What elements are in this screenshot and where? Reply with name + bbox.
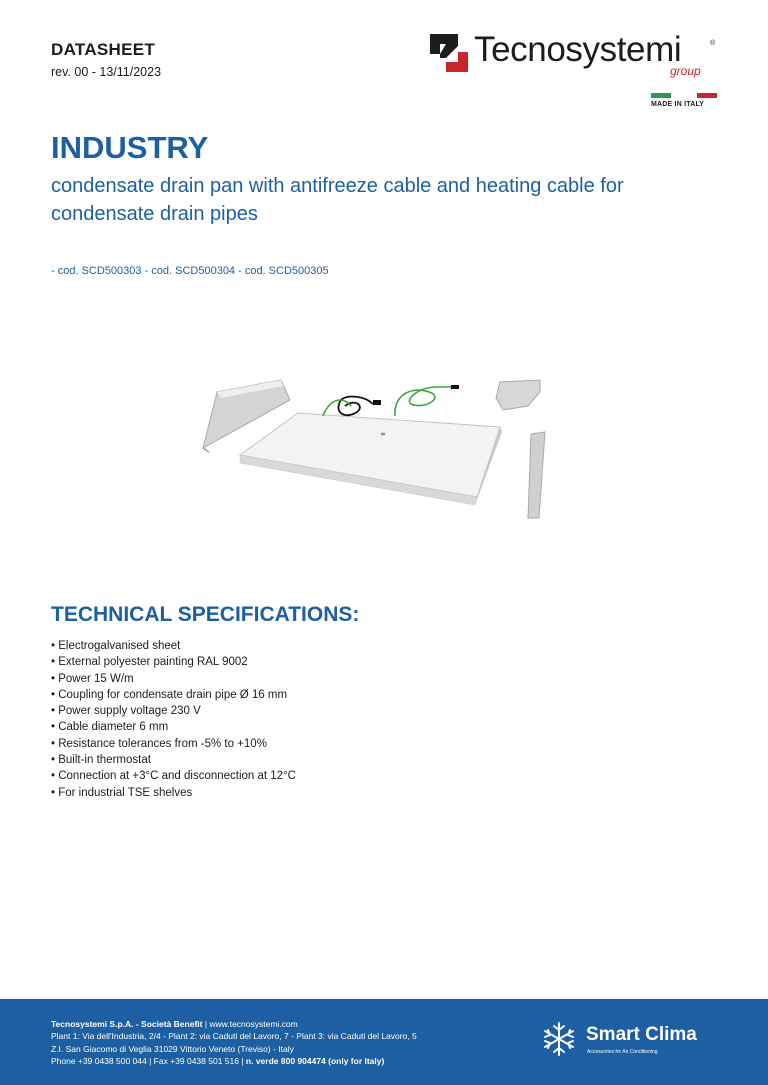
plant-addresses: Plant 1: Via dell'Industria, 2/4 - Plant 2: via Caduti del Lavoro, 7 - Plant 3: via Caduti del Lavoro, 5 [51,1031,417,1042]
smart-clima-tagline: Accessories for Air Conditioning [587,1049,658,1055]
technical-specifications-heading: TECHNICAL SPECIFICATIONS: [51,603,360,626]
toll-free-number: n. verde 800 904474 (only for Italy) [245,1055,385,1066]
revision-date: rev. 00 - 13/11/2023 [51,65,162,79]
product-subtitle: condensate drain pan with antifreeze cable and heating cable for condensate drain pipes [51,175,624,225]
company-name: Tecnosystemi S.p.A. - Società Benefit [51,1019,203,1029]
list-item: • Connection at +3°C and disconnection at 12°C [51,768,296,784]
snowflake-icon [540,1020,578,1058]
list-item: • Power supply voltage 230 V [51,703,296,719]
italian-flag-icon [651,93,717,98]
brand-name: Tecnosystemi [474,30,682,69]
datasheet-label: DATASHEET [51,40,156,59]
list-item: • For industrial TSE shelves [51,785,296,801]
list-item: • External polyester painting RAL 9002 [51,654,296,670]
datasheet-header [51,40,161,79]
specifications-list [51,638,296,801]
footer-contact: Tecnosystemi S.p.A. - Società Benefit | www.tecnosystemi.com Plant 1: Via dell'Industria, 2/4 - Plant 2: via Caduti del Lavoro, 7 - Plant 3: via Caduti del Lavoro, 5 Z.I. San Giacomo di Veglia 31029 Vittorio Veneto (Treviso) - Italy Phone +39 0438 500 044 | Fax +39 0438 501 516 | n. verde 800 904474 (only for Italy) [51,1019,417,1066]
made-in-italy-badge [651,93,717,108]
product-title: INDUSTRY [51,130,209,165]
list-item: • Electrogalvanised sheet [51,638,296,654]
smart-clima-logo [540,1019,725,1059]
fax-number: Fax +39 0438 501 516 [153,1055,239,1066]
company-address: Z.I. San Giacomo di Veglia 31029 Vittorio Veneto (Treviso) - Italy [51,1043,294,1054]
tecnosystemi-logo [428,28,720,84]
list-item: • Cable diameter 6 mm [51,719,296,735]
product-codes: - cod. SCD500303 - cod. SCD500304 - cod. SCD500305 [51,265,329,277]
list-item: • Resistance tolerances from -5% to +10% [51,736,296,752]
product-image [195,370,555,525]
brand-group: group [670,64,701,78]
website-link[interactable]: www.tecnosystemi.com [209,1019,298,1029]
footer [0,999,768,1085]
registered-mark: ® [710,40,716,47]
list-item: • Coupling for condensate drain pipe Ø 16 mm [51,687,296,703]
smart-clima-name: Smart Clima [586,1024,697,1045]
made-in-italy-text: MADE IN ITALY [651,101,705,108]
list-item: • Power 15 W/m [51,671,296,687]
tecnosystemi-logo-mark-icon [428,32,470,74]
phone-number: Phone +39 0438 500 044 [51,1055,147,1066]
list-item: • Built-in thermostat [51,752,296,768]
